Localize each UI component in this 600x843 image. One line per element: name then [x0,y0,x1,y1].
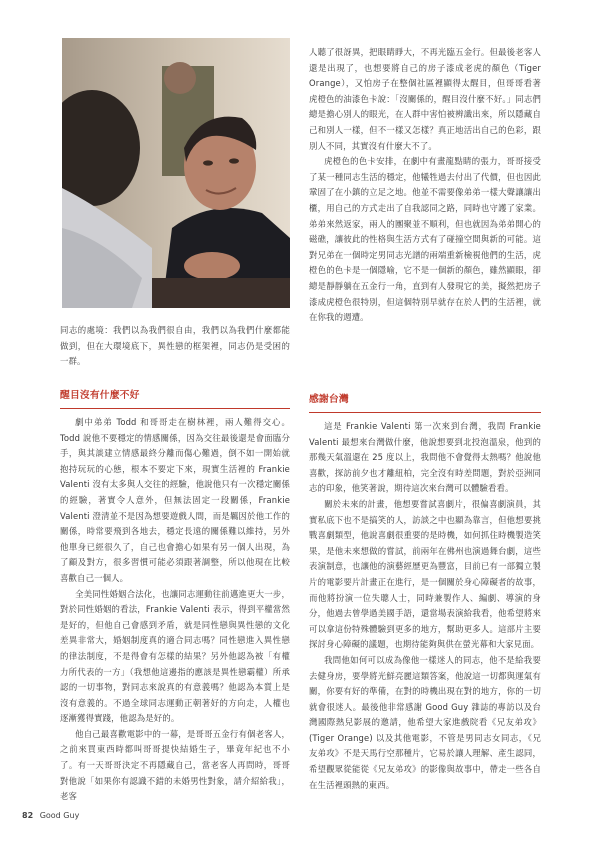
photo-illustration [62,38,290,308]
section-heading: 醒目沒有什麼不好 [60,390,140,401]
paragraph: 我問他如何可以成為像他一樣迷人的同志，他不是給我要去健身房，要學將光鮮亮麗這類答案，他說這一切都與運氣有關，你要有好的準備，在對的時機出現在對的地方，你的一切就會很迷人。最後他非常感謝 Good Guy 雜誌的專訪以及台灣國際熱兒影展的邀請，他希望大家進戲院看《兄友弟攻》(Tiger Orange) 以及其他電影，不管是男同志女同志，《兄友弟攻》不是天馬行空那種片，它易於讓人理解、產生認同，希望觀眾從能從《兄友弟攻》的影像與故事中，帶走一些各自在生活裡頭熱的東西。 [309,654,541,790]
magazine-name: Good Guy [39,811,80,820]
section-heading: 感謝台灣 [309,394,349,405]
paragraph: 人聽了很訝異，把眼睛睜大，不再光臨五金行。但最後老客人還是出現了，也想要將自己的房子漆成老虎的顏色（Tiger Orange），又怕房子在整個社區裡顯得太醒目，但哥哥看著虎橙色的油漆色卡說：「沒關係的，醒目沒什麼不好。」同志們總是擔心別人的眼光，在人群中害怕被辨識出來，所以隱藏自己和別人一樣，但不一樣又怎樣？真正地活出自己的色彩，跟別人不同，其實沒有什麼大不了。 [309,47,541,151]
paragraph: 同志的處境：我們以為我們很自由，我們以為我們什麼都能做到，但在大環境底下，異性戀的框架裡，同志仍是受困的一群。 [60,325,290,367]
left-column-top [60,323,290,370]
page-number: 82 [22,811,34,820]
heading-rule [309,412,541,413]
paragraph: 虎橙色的色卡安排，在劇中有畫龍點睛的張力，哥哥接受了某一種同志生活的穩定，他犧牲過去付出了代價，但也因此鞏固了在小鎮的立足之地。他並不需要像弟弟一樣大聲讓讓出櫃，用自己的方式走出了自我認同之路，同時也守護了家業。弟弟來然返家，兩人的團聚並不順利，但也就因為弟弟開心的磁礁，讓彼此的性格與生活方式有了碰撞空間與新的可能。這對兄弟在一個時定男同志光譜的兩端重新檢視他們的生活，虎橙色的色卡是一個隱喻，它不是一個新的顏色，雖然顯眼，卻總是靜靜躺在五金行一角，直到有人發現它的美，擬然把房子漆成虎橙色很特別，但這個特別早就存在於人們的生活裡，就在你我的週遭。 [309,156,541,323]
paragraph: 這是 Frankie Valenti 第一次來到台灣，我問 Frankie Valenti 最想來台灣做什麼，他說想要到北投泡溫泉，他到的那幾天氣溫還在 25 度以上，我問他不會覺得太熱嗎？他說他喜歡，探訪前夕也才離紐柏，完全沒有時差問題，對於亞洲同志的印象，他笑著說，期待這次來台灣可以體驗看看。 [309,421,541,494]
right-column-section [309,392,541,793]
paragraph: 劇中弟弟 Todd 和哥哥走在樹林裡，兩人難得交心。Todd 說他不要穩定的情感關係，因為交往最後還是會面臨分手，與其談建立情感最終分離而傷心難過，倒不如一開始就抱持玩玩的心態，根本不要定下來，現實生活裡的 Frankie Valenti 沒有太多與人交往的經驗，他說他只有一次穩定關係的經驗，著實令人意外，但無法固定一段關係，Frankie Valenti 澄清並不是因為想要遊戲人間，而是羈因於他工作的關係，時常要飛到各地去，穩定長遠的關係難以維持，另外他單身已經很久了，自己也會擔心如果有另一個人出現，為了顧及對方，很多習慣可能必須跟著調整，所以他現在比較喜歡自己一個人。 [60,417,290,583]
paragraph: 他自己最喜歡電影中的一幕，是哥哥五金行有個老客人，之前來買東西時都叫哥哥提快結婚生子，畢竟年紀也不小了。有一天哥哥決定不再隱藏自己，當老客人再問時，哥哥對他說「如果你有認識不錯的未婚男性對象，請介紹給我」，老客 [60,728,290,802]
paragraph: 全美同性婚姻合法化，也讓同志運動往前邁進更大一步，對於同性婚姻的看法，Frankie Valenti 表示，得到平權當然是好的，但他自己會感到矛盾，就是同性戀與異性戀的文化差異非常大，婚姻制度真的適合同志嗎？同性戀進入異性戀的律法制度，不是得會有怎樣的結果？另外他認為被「有權力所代表的一方」（我想他這邊指的應該是異性戀霸權）所承認的一切事物，對同志來說真的有意義嗎？他認為本質上是沒有意義的。不過全球同志運動正朝著好的方向走，人權也逐漸獲得實踐，他認為是好的。 [60,588,290,724]
photo-two-men [62,38,290,308]
page-footer [22,811,79,820]
left-column [60,388,290,805]
paragraph: 關於未來的計畫，他想要嘗試喜劇片，很偏喜劇演員，其實私底下也不是搞笑的人，訪談之中也顯為靠言，但他想要挑戰喜劇類型，他說喜劇很重要的是時機，如何抓住時機製造笑果，是他未來想做的嘗試，前兩年在佛州也演過舞台劇，這些表演制意，也讓他的演藝經歷更為豐富，目前已有一部獨立製片的電影要片計畫正在進行，是一個關於身心障礙者的故事，而他將扮演一位失聰人士，同時兼製作人、編劇、導演的身分，他過去曾學過美國手語，還當場表演給我看，他希望將來可以拿這份特殊體驗到更多的地方，幫助更多人。這部片主要探討身心障礙的議題，也期待能夠與供在螢光幕和大家見面。 [309,498,541,650]
right-column-top [309,45,541,326]
heading-rule [60,408,290,409]
